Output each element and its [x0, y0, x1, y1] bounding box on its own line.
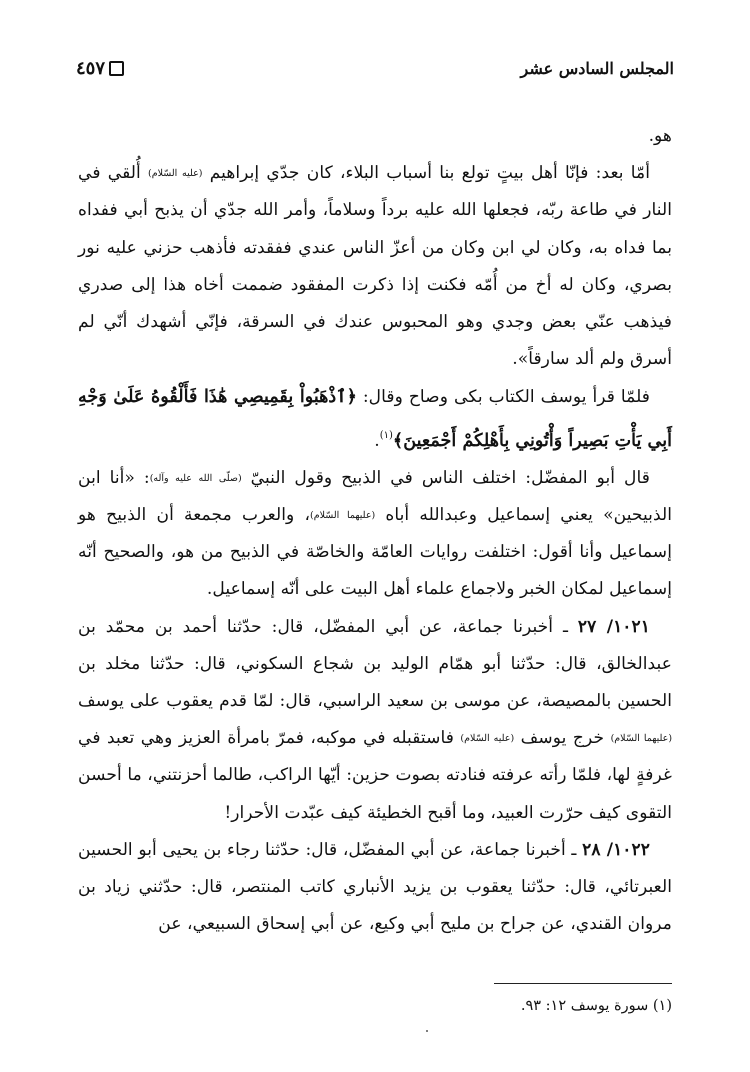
page-number	[76, 58, 124, 79]
text-span: ـ أخبرنا جماعة، عن أبي المفضّل، قال: حدّثنا أحمد بن محمّد بن عبدالخالق، قال: حدّثنا أبو همّام الوليد بن شجاع السكوني، قال: حدّثنا مخلد بن الحسين بالمصيصة، عن موسى بن سعيد الراسبي، قال: لمّا قدم يعقوب على يوسف	[78, 616, 672, 712]
body-text	[78, 118, 672, 943]
hadith-number: ١٠٢٢/ ٢٨	[582, 839, 650, 860]
page-number-text: ٤٥٧	[76, 57, 106, 79]
paragraph	[78, 378, 672, 459]
text-span: هو.	[648, 126, 672, 146]
page-header	[76, 52, 674, 84]
paragraph	[78, 460, 672, 609]
text-span: فاستقبله في موكبه، فمرّ بامرأة العزيز وهي تعبد في غرفةٍ لها، فلمّا رأته عرفته فنادته بصوت حزين: أيّها الراكب، طالما أحزنتني، ما أحسن التقوى كيف حرّرت العبيد، وما أقبح الخطيئة كيف عبّدت الأحرار!	[78, 728, 672, 823]
text-span: قال أبو المفضّل: اختلف الناس في الذبيح وقول النبيّ	[241, 467, 650, 488]
text-span: أُلقي في النار في طاعة ربّه، فجعلها الله عليه برداً وسلاماً، وأمر الله جدّي أن يذبح أبي ففداه بما فداه به، وكان لي ابن وكان من أعزّ الناس عندي ففقدته فأذهب حزني عليه نور بصري، وكان له أخ من أُمّه فكنت إذا ذكرت المفقود ضممت أخاه هذا إلى صدري فيذهب عنّي بعض وجدي وهو المحبوس عندك في السرقة، فإنّي أشهدك أنّي لم أسرق ولم ألد سارقاً».	[78, 163, 672, 370]
text-span: ـ أخبرنا جماعة، عن أبي المفضّل، قال: حدّثنا رجاء بن يحيى أبو الحسين العبرتائي، قال: حدّثنا يعقوب بن يزيد الأنباري كاتب المنتصر، قال: حدّثني زياد بن مروان القندي، عن جراح بن مليح أبي وكيع، عن أبي إسحاق السبيعي، عن	[78, 839, 672, 935]
paragraph	[78, 609, 672, 832]
paragraph	[78, 155, 672, 378]
text-span: فلمّا قرأ يوسف الكتاب بكى وصاح وقال:	[356, 387, 650, 408]
running-head: المجلس السادس عشر	[520, 58, 674, 78]
footnote: (١) سورة يوسف ١٢: ٩٣.	[520, 998, 672, 1014]
honorific-note: (صلّى الله عليه وآله)	[149, 472, 242, 484]
honorific-note: (عليهما السّلام)	[610, 733, 673, 745]
quran-verse: ﴿ٱذْهَبُواْ بِقَمِيصِي هَٰذَا فَأَلْقُوهُ عَلَىٰ وَجْهِ أَبِي يَأْتِ بَصِيراً وَأْتُونِي بِأَهْلِكُمْ أَجْمَعِينَ﴾	[78, 386, 672, 451]
paragraph	[78, 118, 672, 155]
text-span: : «أنا ابن الذبيحين» يعني إسماعيل وعبدالله أباه	[78, 467, 672, 526]
footnote-marker: (١)	[379, 429, 393, 441]
text-span: ، والعرب مجمعة أن الذبيح هو إسماعيل وأنا أقول: اختلفت روايات العامّة والخاصّة في الذبيح من هو، والصحيح أنّه إسماعيل لمكان الخبر ولاجماع علماء أهل البيت على أنّه إسماعيل.	[78, 505, 672, 600]
footnote-divider	[494, 983, 672, 984]
hadith-number: ١٠٢١/ ٢٧	[577, 616, 651, 637]
honorific-note: (عليهما السّلام)	[310, 510, 376, 522]
text-span: خرج يوسف	[514, 728, 611, 749]
square-icon	[109, 61, 124, 76]
text-span: أمّا بعد: فإنّا أهل بيتٍ تولع بنا أسباب البلاء، كان جدّي إبراهيم	[202, 163, 650, 184]
paragraph	[78, 832, 672, 944]
honorific-note: (عليه السّلام)	[147, 168, 203, 180]
honorific-note: (عليه السّلام)	[460, 733, 515, 745]
text-span: .	[374, 430, 380, 451]
page-speck	[426, 1030, 428, 1032]
